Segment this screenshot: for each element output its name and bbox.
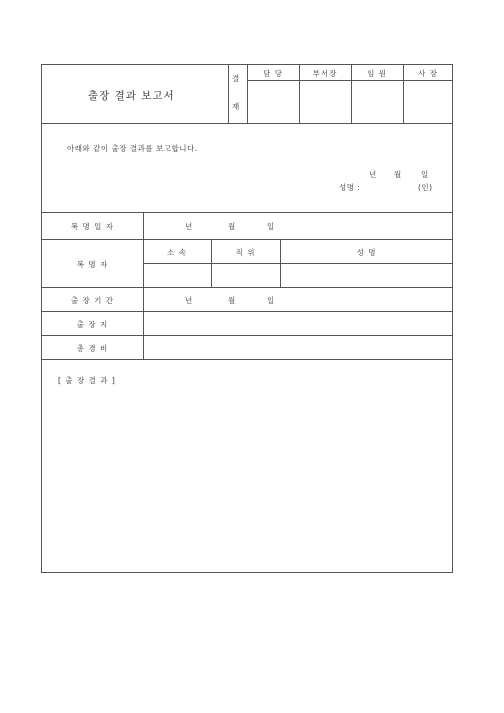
- approval-col-staff: 담 당: [263, 69, 283, 78]
- return-date-label: 복 명 일 자: [70, 222, 115, 231]
- approval-sign-box-manager[interactable]: [300, 81, 350, 122]
- return-date-year: 년: [185, 222, 194, 231]
- report-form: [41, 64, 453, 573]
- reporter-label: 복 명 자: [76, 260, 109, 269]
- reporter-position-field[interactable]: [212, 264, 279, 286]
- seal-mark: (인): [418, 183, 433, 192]
- divider: [42, 287, 453, 288]
- approval-sign-box-president[interactable]: [404, 81, 452, 122]
- reporter-col-dept: 소 속: [167, 248, 187, 257]
- divider: [42, 123, 453, 124]
- destination-field[interactable]: [144, 312, 453, 334]
- approval-label-top: 결: [232, 74, 241, 83]
- approval-sign-box-staff[interactable]: [248, 81, 298, 122]
- expenses-field[interactable]: [144, 336, 453, 358]
- divider: [228, 65, 229, 123]
- intro-date-year: 년: [369, 170, 378, 179]
- signature-label: 성명 :: [339, 183, 361, 192]
- divider: [42, 239, 453, 240]
- intro-text: 아래와 같이 출장 결과를 보고합니다.: [67, 144, 198, 153]
- return-date-month: 월: [228, 222, 237, 231]
- signature-field[interactable]: [372, 181, 416, 192]
- reporter-col-position: 직 위: [235, 248, 256, 257]
- trip-period-month: 월: [228, 296, 237, 305]
- trip-period-day: 일: [267, 296, 276, 305]
- approval-label-bottom: 재: [232, 102, 241, 111]
- approval-col-executive: 임 원: [367, 69, 387, 78]
- reporter-col-name: 성 명: [356, 248, 377, 257]
- approval-sign-box-executive[interactable]: [352, 81, 402, 122]
- approval-col-president: 사 장: [418, 69, 438, 78]
- destination-label: 출 장 지: [76, 320, 109, 329]
- trip-period-year: 년: [185, 296, 194, 305]
- reporter-name-field[interactable]: [281, 264, 452, 286]
- intro-date-day: 일: [421, 170, 430, 179]
- form-title: 출장 결과 보고서: [88, 90, 175, 102]
- intro-date-month: 월: [394, 170, 403, 179]
- divider: [42, 212, 453, 213]
- results-field[interactable]: [50, 389, 445, 565]
- reporter-dept-field[interactable]: [144, 264, 210, 286]
- return-date-day: 일: [267, 222, 276, 231]
- divider: [42, 359, 453, 360]
- approval-col-manager: 부서장: [312, 69, 338, 78]
- expenses-label: 총 경 비: [76, 344, 109, 353]
- trip-period-label: 출 장 기 간: [70, 296, 115, 305]
- results-label: [ 출 장 결 과 ]: [58, 376, 116, 385]
